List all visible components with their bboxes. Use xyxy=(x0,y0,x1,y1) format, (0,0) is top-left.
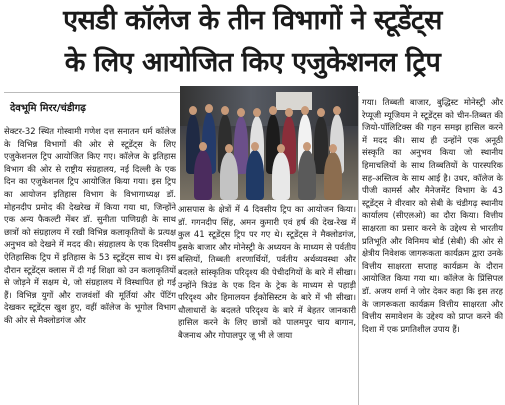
person-head xyxy=(317,108,325,117)
byline: देवभूमि मिरर/चंडीगढ़ xyxy=(10,103,86,114)
person-figure xyxy=(194,150,212,200)
person-head xyxy=(205,104,213,113)
headline xyxy=(4,0,501,84)
article-column-1: सेक्टर-32 स्थित गोस्वामी गणेश दत्त सनातन धर्म कॉलेज के विभिन्न विभागों की ओर से स्टूडेंट्स के लिए एजुकेशनल ट्रिप आयोजित किए गए। कॉलेज के इतिहास विभाग की ओर से राष्ट्रीय संग्रहालय, नई दिल्ली के एक दिन का एजुकेशनल ट्रिप आयोजित किया गया। इस ट्रिप का आयोजन इतिहास विभाग के विभागाध्यक्ष डॉ. मोहनदीप प्रमोद की देखरेख में किया गया था, जिन्होंने एक अन्य फैकल्टी मेंबर डॉ. सुनीता पाणिग्रही के साथ छात्रों को संग्रहालय में रखी विभिन्न कलाकृतियों के प्रत्यक्ष अनुभव को देखने में मदद की। संग्रहालय के एक दिवसीय ऐतिहासिक ट्रिप में इतिहास के 53 स्टूडेंट्स साथ थे। इस दौरान स्टूडेंट्स क्लास में दी गई शिक्षा को उन कलाकृतियों से जोड़ने में सक्षम थे, जो संग्रहालय में विस्थापित हो गई हैं। विभिन्न युगों और राजवंशों की मूर्तियां और पेंटिंग देखकर स्टूडेंट्स खुश हुए, वहीं कॉलेज के भूगोल विभाग की ओर से मैक्लोडगंज और xyxy=(4,126,176,325)
headline-line-2: के लिए आयोजित किए एजुकेशनल ट्रिप xyxy=(64,47,441,78)
person-figure xyxy=(324,152,342,200)
person-figure xyxy=(220,152,238,200)
person-head xyxy=(221,106,229,115)
person-head xyxy=(253,108,261,117)
article-column-3: गया। तिब्बती बाजार, बुद्धिस्ट मोनेस्ट्री और रेप्यूजी म्यूजियम ने स्टूडेंट्स को चीन-तिब्बत की जियो-पॉलिटिक्स की गहन समझ हासिल करने में मदद की। साथ ही उन्होंने एक अनूठी संस्कृति का अनुभव किया जो स्थानीय हिमाचलियों के साथ तिब्बतियों के पारस्परिक सह-अस्तित्व के साथ आई है। उधर, कॉलेज के पीजी कामर्स और मैनेजमेंट विभाग के 43 स्टूडेंट्स ने वीरवार को सेबी के चंडीगढ़ स्थानीय कार्यालय (सीएलओ) का दौरा किया। वित्तीय साक्षरता का प्रसार करने के उद्देश्य से भारतीय प्रतिभूति और विनिमय बोर्ड (सेबी) की ओर से क्षेत्रीय निवेशक जागरूकता कार्यक्रम द्वारा उनके वित्तीय साक्षरता सप्ताह कार्यक्रम के दौरान आयोजित किया गया था। कॉलेज के प्रिंसिपल डॉ. अजय शर्मा ने जोर देकर कहा कि इस तरह के जागरूकता कार्यक्रम वित्तीय साक्षरता और वित्तीय समावेशन के उद्देश्य को प्राप्त करने की दिशा में एक प्रगतिशील उपाय हैं। xyxy=(362,97,503,334)
person-head xyxy=(251,142,259,151)
column-divider xyxy=(358,96,359,405)
group-photo xyxy=(180,86,358,200)
person-figure xyxy=(272,152,290,200)
person-head xyxy=(237,108,245,117)
person-head xyxy=(277,144,285,153)
person-head xyxy=(199,142,207,151)
person-head xyxy=(333,106,341,115)
article-column-2: आसपास के क्षेत्रों में 4 दिवसीय ट्रिप का आयोजन किया। डॉ. गगनदीप सिंह, अमन कुमारी एवं हर्ष की देख-रेख में कुल 41 स्टूडेंट्स ट्रिप पर गए थे। स्टूडेंट्स ने मैक्लोडगंज, इसके बाजार और मोनेस्ट्री के अध्ययन के माध्यम से पर्वतीय बस्तियों, तिब्बती शरणार्थियों, पर्वतीय अर्थव्यवस्था और बदलते सांस्कृतिक परिदृश्य की पेचीदगियों के बारे में सीखा। उन्होंने त्रिउंड के एक दिन के ट्रेक के माध्यम से पहाड़ी परिदृश्य और हिमालयन ईकोसिस्टम के बारे में भी सीखा। धौलाधारों के बदलते परिदृश्य के बारे में बेहतर जानकारी हासिल करने के लिए छात्रों को पालमपुर चाय बागान, बैजनाथ और गोपालपुर जू भी ले जाया xyxy=(178,204,356,340)
person-head xyxy=(189,106,197,115)
person-figure xyxy=(298,150,316,200)
person-head xyxy=(301,106,309,115)
person-head xyxy=(269,106,277,115)
person-figure xyxy=(246,150,264,200)
headline-line-1: एसडी कॉलेज के तीन विभागों ने स्टूडेंट्स xyxy=(63,5,442,36)
person-head xyxy=(285,108,293,117)
person-head xyxy=(329,144,337,153)
person-head xyxy=(303,142,311,151)
person-head xyxy=(225,144,233,153)
